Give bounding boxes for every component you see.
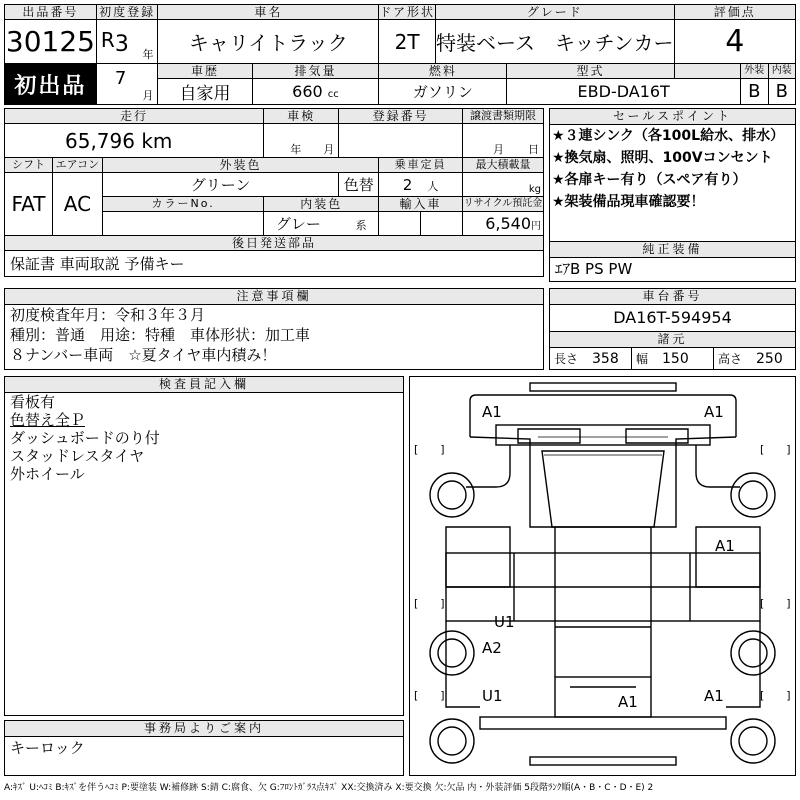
header-grid bbox=[4, 4, 796, 105]
displacement-unit: cc bbox=[327, 89, 339, 100]
dims-label: 諸元 bbox=[550, 332, 795, 348]
fuel-label: 燃料 bbox=[379, 64, 507, 79]
width-label: 幅 bbox=[636, 352, 649, 366]
int-color-suffix: 系 bbox=[355, 219, 367, 232]
displacement-label: 排気量 bbox=[252, 64, 379, 79]
chassis-label: 車台番号 bbox=[550, 289, 795, 305]
mileage-label: 走行 bbox=[5, 109, 264, 124]
equipment-box bbox=[549, 242, 796, 282]
shift: FAT bbox=[5, 173, 53, 236]
notes-line-3: ８ナンバー車両 ☆夏タイヤ車内積み！ bbox=[10, 346, 277, 364]
width: 150 bbox=[662, 351, 689, 367]
capacity-cell bbox=[379, 173, 463, 197]
length: 358 bbox=[592, 351, 619, 367]
first-reg-month bbox=[96, 64, 158, 105]
truck-outline-svg bbox=[410, 377, 795, 775]
height-label: 高さ bbox=[718, 352, 743, 366]
import-b bbox=[421, 212, 463, 236]
transfer-label: 譲渡書類期限 bbox=[462, 109, 543, 124]
grade: 特装ベース キッチンカー bbox=[435, 20, 674, 64]
color-no bbox=[102, 212, 263, 236]
bracket-right-3: [ ] bbox=[760, 689, 791, 702]
office-box bbox=[4, 720, 404, 776]
load-cell bbox=[462, 173, 543, 197]
year-unit: 年 bbox=[142, 48, 154, 61]
lot-number: 30125 bbox=[5, 20, 97, 64]
damage-mark: A1 bbox=[704, 403, 724, 421]
score-label: 評価点 bbox=[674, 5, 795, 20]
int-color-cell bbox=[264, 212, 379, 236]
legend: A:ｷｽﾞ U:ﾍｺﾐ B:ｷｽﾞを伴うﾍｺﾐ P:要塗装 W:補修跡 S:錆 C:腐食、欠 G:ﾌﾛﾝﾄｶﾞﾗｽ点ｷｽﾞ XX:交換済み X:要交換 欠:欠品 内・外装評価 5段階ﾗﾝｸ順(A・B・C・D・E) 2 bbox=[4, 783, 654, 793]
inspector-line-5: 外ホイール bbox=[10, 465, 85, 483]
ac-label: エアコン bbox=[52, 158, 102, 173]
bracket-right-1: [ ] bbox=[760, 443, 791, 456]
load-label: 最大積載量 bbox=[462, 158, 543, 173]
interior-grade-label: 内装 bbox=[768, 64, 796, 79]
first-reg-year bbox=[96, 20, 158, 64]
inspector-line-3: ダッシュボードのり付 bbox=[10, 429, 160, 447]
sales-point-4: ★架装備品現車確認要！ bbox=[552, 194, 705, 210]
exterior-grade-label: 外装 bbox=[741, 64, 768, 79]
damage-mark: A1 bbox=[618, 693, 638, 711]
inspector-line-1: 看板有 bbox=[10, 393, 56, 411]
door-label: ドア形状 bbox=[379, 5, 435, 19]
bracket-left-1: [ ] bbox=[414, 443, 445, 456]
recycle-cell bbox=[462, 212, 543, 236]
damage-mark: A1 bbox=[482, 403, 502, 421]
load-unit: kg bbox=[528, 184, 541, 195]
notes-box bbox=[4, 288, 544, 370]
model-label: 型式 bbox=[507, 64, 674, 79]
inspection-year: 年 bbox=[290, 143, 302, 156]
sales-point-1: ★３連シンク（各100L給水、排水） bbox=[552, 128, 785, 144]
damage-mark: A2 bbox=[482, 639, 502, 657]
car-name: キャリイトラック bbox=[158, 20, 379, 64]
import-a bbox=[379, 212, 421, 236]
transfer-month: 月 bbox=[493, 143, 504, 156]
capacity-label: 乗車定員 bbox=[379, 158, 463, 173]
damage-mark: U1 bbox=[494, 613, 515, 631]
model: EBD-DA16T bbox=[507, 79, 741, 105]
inspector-box bbox=[4, 376, 404, 716]
year-number: 3 bbox=[114, 32, 129, 57]
width-cell bbox=[631, 348, 713, 370]
inspector-label: 検査員記入欄 bbox=[5, 377, 403, 393]
ext-color-label: 外装色 bbox=[102, 158, 378, 173]
chassis-number: DA16T-594954 bbox=[550, 305, 795, 332]
height-cell bbox=[713, 348, 795, 370]
vehicle-info-grid bbox=[4, 108, 544, 277]
import-label: 輸入車 bbox=[379, 197, 463, 212]
length-label: 長さ bbox=[554, 352, 579, 366]
ext-color: グリーン bbox=[102, 173, 338, 197]
score: 4 bbox=[674, 20, 795, 64]
bracket-right-2: [ ] bbox=[760, 597, 791, 610]
sales-points-label: セールスポイント bbox=[550, 109, 795, 125]
notes-line-2: 種別：普通 用途：特種 車体形状：加工車 bbox=[10, 326, 311, 344]
color-change: 色替 bbox=[339, 173, 379, 197]
equipment-value: ｴｱB PS PW bbox=[555, 260, 633, 278]
inspection-month: 月 bbox=[323, 143, 335, 156]
lot-number-label: 出品番号 bbox=[5, 5, 97, 20]
history: 自家用 bbox=[158, 79, 252, 105]
plate-label: 登録番号 bbox=[339, 109, 463, 124]
notes-line-1: 初度検査年月：令和３年３月 bbox=[10, 306, 206, 324]
first-reg-label: 初度登録 bbox=[96, 5, 158, 20]
sales-point-3: ★各扉キー有り（スペア有り） bbox=[552, 172, 747, 188]
recycle: 6,540 bbox=[485, 214, 531, 233]
height: 250 bbox=[756, 351, 783, 367]
sales-points-box bbox=[549, 108, 796, 242]
mileage-cell bbox=[5, 124, 264, 158]
office-label: 事務局よりご案内 bbox=[5, 721, 403, 737]
displacement: 660 bbox=[292, 82, 323, 101]
capacity: 2 bbox=[402, 176, 413, 194]
door-type: 2T bbox=[379, 20, 436, 64]
dims-row bbox=[550, 348, 795, 370]
equipment-label: 純正装備 bbox=[550, 242, 795, 258]
month-unit: 月 bbox=[142, 89, 154, 102]
bracket-left-3: [ ] bbox=[414, 689, 445, 702]
color-no-label: カラーNo. bbox=[102, 197, 263, 212]
history-label: 車歴 bbox=[158, 64, 252, 79]
displacement-cell bbox=[252, 79, 379, 105]
bracket-left-2: [ ] bbox=[414, 597, 445, 610]
chassis-box bbox=[549, 288, 796, 370]
car-name-label: 車名 bbox=[158, 5, 379, 20]
grade-label: グレード bbox=[435, 5, 674, 20]
int-color-label: 内装色 bbox=[264, 197, 379, 212]
length-cell bbox=[550, 348, 631, 370]
inspector-line-4: スタッドレスタイヤ bbox=[10, 447, 145, 465]
first-listing-badge: 初出品 bbox=[5, 64, 97, 105]
capacity-unit: 人 bbox=[427, 180, 439, 193]
later-parts: 保証書 車両取説 予備キー bbox=[5, 251, 544, 277]
era: R bbox=[100, 28, 115, 52]
transfer-day: 日 bbox=[528, 143, 539, 156]
inspection-label: 車検 bbox=[264, 109, 339, 124]
shift-label: シフト bbox=[5, 158, 53, 173]
fuel: ガソリン bbox=[379, 79, 507, 105]
damage-mark: A1 bbox=[704, 687, 724, 705]
vehicle-diagram bbox=[409, 376, 796, 776]
later-parts-label: 後日発送部品 bbox=[5, 236, 544, 251]
month-number: 7 bbox=[114, 68, 127, 89]
mileage: 65,796 bbox=[65, 128, 135, 153]
inspection-cell bbox=[264, 124, 339, 158]
exterior-grade: B bbox=[741, 79, 768, 105]
interior-grade: B bbox=[768, 79, 796, 105]
int-color: グレー bbox=[275, 215, 321, 233]
transfer-cell bbox=[462, 124, 543, 158]
plate-value bbox=[339, 124, 463, 158]
mileage-unit: km bbox=[141, 128, 173, 153]
sales-point-2: ★換気扇、照明、100Vコンセント bbox=[552, 150, 773, 166]
inspector-line-2: 色替え全Ｐ bbox=[10, 411, 86, 429]
recycle-label: リサイクル預託金 bbox=[462, 197, 543, 212]
ac: AC bbox=[52, 173, 102, 236]
recycle-unit: 円 bbox=[531, 221, 541, 232]
damage-mark: A1 bbox=[715, 537, 735, 555]
office-text: キーロック bbox=[10, 739, 85, 757]
damage-mark: U1 bbox=[482, 687, 503, 705]
notes-label: 注意事項欄 bbox=[5, 289, 543, 305]
blank-cell bbox=[674, 64, 740, 79]
